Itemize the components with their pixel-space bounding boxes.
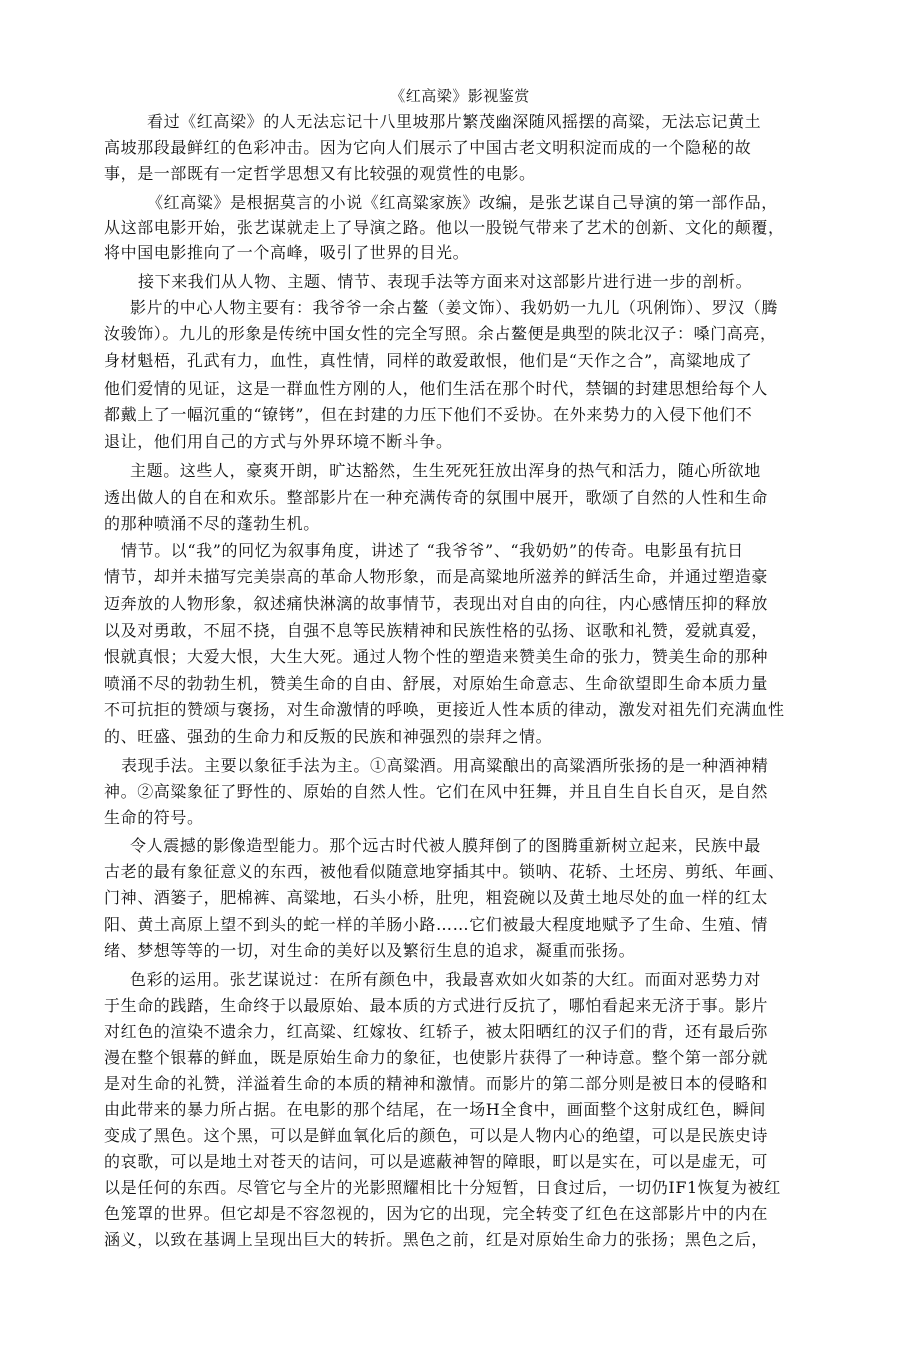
paragraph-line: 迈奔放的人物形象，叙述痛快淋漓的故事情节，表现出对自由的向往，内心感情压抑的释放 [104,594,769,613]
paragraph-line: 都戴上了一幅沉重的“镣铐”，但在封建的力压下他们不妥协。在外来势力的入侵下他们不 [104,405,753,424]
paragraph-line: 退让，他们用自己的方式与外界环境不断斗争。 [104,432,453,451]
paragraph-line: 接下来我们从人物、主题、情节、表现手法等方面来对这部影片进行进一步的剖析。 [138,272,753,291]
paragraph-line: 影片的中心人物主要有：我爷爷一余占鳌（姜文饰）、我奶奶一九儿（巩俐饰）、罗汉（腾 [130,298,779,317]
paragraph-line: 色彩的运用。张艺谋说过：在所有颜色中，我最喜欢如火如荼的大红。而面对恶势力对 [130,970,761,989]
paragraph-line: 对红色的渲染不遗余力，红高粱、红嫁妆、红轿子，被太阳晒红的汉子们的背，还有最后弥 [104,1022,769,1041]
paragraph-line: 绪、梦想等等的一切，对生命的美好以及繁衍生息的追求，凝重而张扬。 [104,941,636,960]
paragraph-line: 是对生命的礼赞，洋溢着生命的本质的精神和激情。而影片的第二部分则是被日本的侵略和 [104,1074,769,1093]
paragraph-line: 喷涌不尽的勃勃生机，赞美生命的自由、舒展，对原始生命意志、生命欲望即生命本质力量 [104,674,769,693]
paragraph-line: 变成了黑色。这个黑，可以是鲜血氧化后的颜色，可以是人物内心的绝望，可以是民族史诗 [104,1126,769,1145]
paragraph-line: 汝骏饰）。九儿的形象是传统中国女性的完全写照。余占鳌便是典型的陕北汉子：嗓门高亮， [104,324,777,343]
paragraph-line: 以是任何的东西。尽管它与全片的光影照耀相比十分短暂，日食过后，一切仍IF1恢复为被红 [104,1178,781,1197]
paragraph-line: 从这部电影开始，张艺谋就走上了导演之路。他以一股锐气带来了艺术的创新、文化的颠覆， [104,218,785,237]
paragraph-line: 以及对勇敢，不屈不挠，自强不息等民族精神和民族性格的弘扬、讴歌和礼赞，爱就真爱， [104,621,769,640]
paragraph-line: 的、旺盛、强劲的生命力和反叛的民族和神强烈的崇拜之情。 [104,727,553,746]
paragraph-line: 身材魁梧，孔武有力，血性，真性情，同样的敢爱敢恨，他们是“天作之合”，高粱地成了 [104,351,753,370]
paragraph-line: 于生命的践踏，生命终于以最原始、最本质的方式进行反抗了，哪怕看起来无济于事。影片 [104,996,769,1015]
paragraph-line: 的哀歌，可以是地土对苍天的诘问，可以是遮蔽神智的障眼，町以是实在，可以是虚无，可 [104,1152,769,1171]
paragraph-line: 主题。这些人，豪爽开朗，旷达豁然，生生死死狂放出浑身的热气和活力，随心所欲地 [130,461,761,480]
paragraph-line: 透出做人的自在和欢乐。整部影片在一种充满传奇的氛围中展开，歌颂了自然的人性和生命 [104,488,769,507]
paragraph-line: 看过《红高梁》的人无法忘记十八里坡那片繁茂幽深随风摇摆的高粱，无法忘记黄土 [147,112,762,131]
paragraph-line: 生命的符号。 [104,808,204,827]
paragraph-line: 《红高粱》是根据莫言的小说《红高粱家族》改编，是张艺谋自己导演的第一部作品， [147,193,778,212]
paragraph-line: 表现手法。主要以象征手法为主。①高粱酒。用高粱酿出的高粱酒所张扬的是一种酒神精 [121,756,769,775]
paragraph-line: 情节。以“我”的冋忆为叙事角度，讲述了 “我爷爷”、“我奶奶”的传奇。电影虽有抗日 [121,541,744,560]
paragraph-line: 高坡那段最鲜红的色彩冲击。因为它向人们展示了中国古老文明积淀而成的一个隐秘的故 [104,138,752,157]
paragraph-line: 涵义，以致在基调上呈现出巨大的转折。黑色之前，红是对原始生命力的张扬；黑色之后， [104,1230,769,1249]
paragraph-line: 令人震撼的影像造型能力。那个远古时代被人膜拜倒了的图腾重新树立起来，民族中最 [130,836,761,855]
paragraph-line: 色笼罩的世界。但它却是不容忽视的，因为它的出现，完全转变了红色在这部影片中的内在 [104,1204,769,1223]
paragraph-line: 不可抗拒的赞颂与褒扬，对生命激情的呼唤，更接近人性本质的律动，激发对祖先们充满血性 [104,700,785,719]
paragraph-line: 门神、酒篓子，肥棉裤、高粱地，石头小桥，肚兜，粗瓷碗以及黄土地尽处的血一样的红太 [104,888,769,907]
paragraph-line: 情节，却并未描写完美崇高的革命人物形象，而是高粱地所滋养的鲜活生命，并通过塑造豪 [104,567,769,586]
paragraph-line: 的那种喷涌不尽的蓬勃生机。 [104,514,320,533]
paragraph-line: 由此带来的暴力所占据。在电影的那个结尾，在一场H全食中，画面整个这射成红色，瞬间 [104,1100,766,1119]
paragraph-line: 事，是一部既有一定哲学思想又有比较强的观赏性的电影。 [104,164,536,183]
paragraph-line: 将中国电影推向了一个高峰，吸引了世界的目光。 [104,243,470,262]
document-title: 《红高梁》影视鉴赏 [390,87,530,105]
paragraph-line: 阳、黄土高原上望不到头的蛇一样的羊肠小路……它们被最大程度地赋予了生命、生殖、情 [104,915,769,934]
paragraph-line: 神。②高粱象征了野性的、原始的自然人性。它们在风中狂舞，并且自生自长自灭，是自然 [104,782,769,801]
paragraph-line: 恨就真恨；大爱大恨，大生大死。通过人物个性的塑造来赞美生命的张力，赞美生命的那种 [104,647,769,666]
paragraph-line: 古老的最有象征意义的东西，被他看似随意地穿插其中。锁呐、花轿、土坯房、剪纸、年画、 [104,862,785,881]
paragraph-line: 他们爱情的见证，这是一群血性方刚的人，他们生活在那个时代，禁锢的封建思想给每个人 [104,379,769,398]
paragraph-line: 漫在整个银幕的鲜血，既是原始生命力的象征，也使影片获得了一种诗意。整个第一部分就 [104,1048,769,1067]
